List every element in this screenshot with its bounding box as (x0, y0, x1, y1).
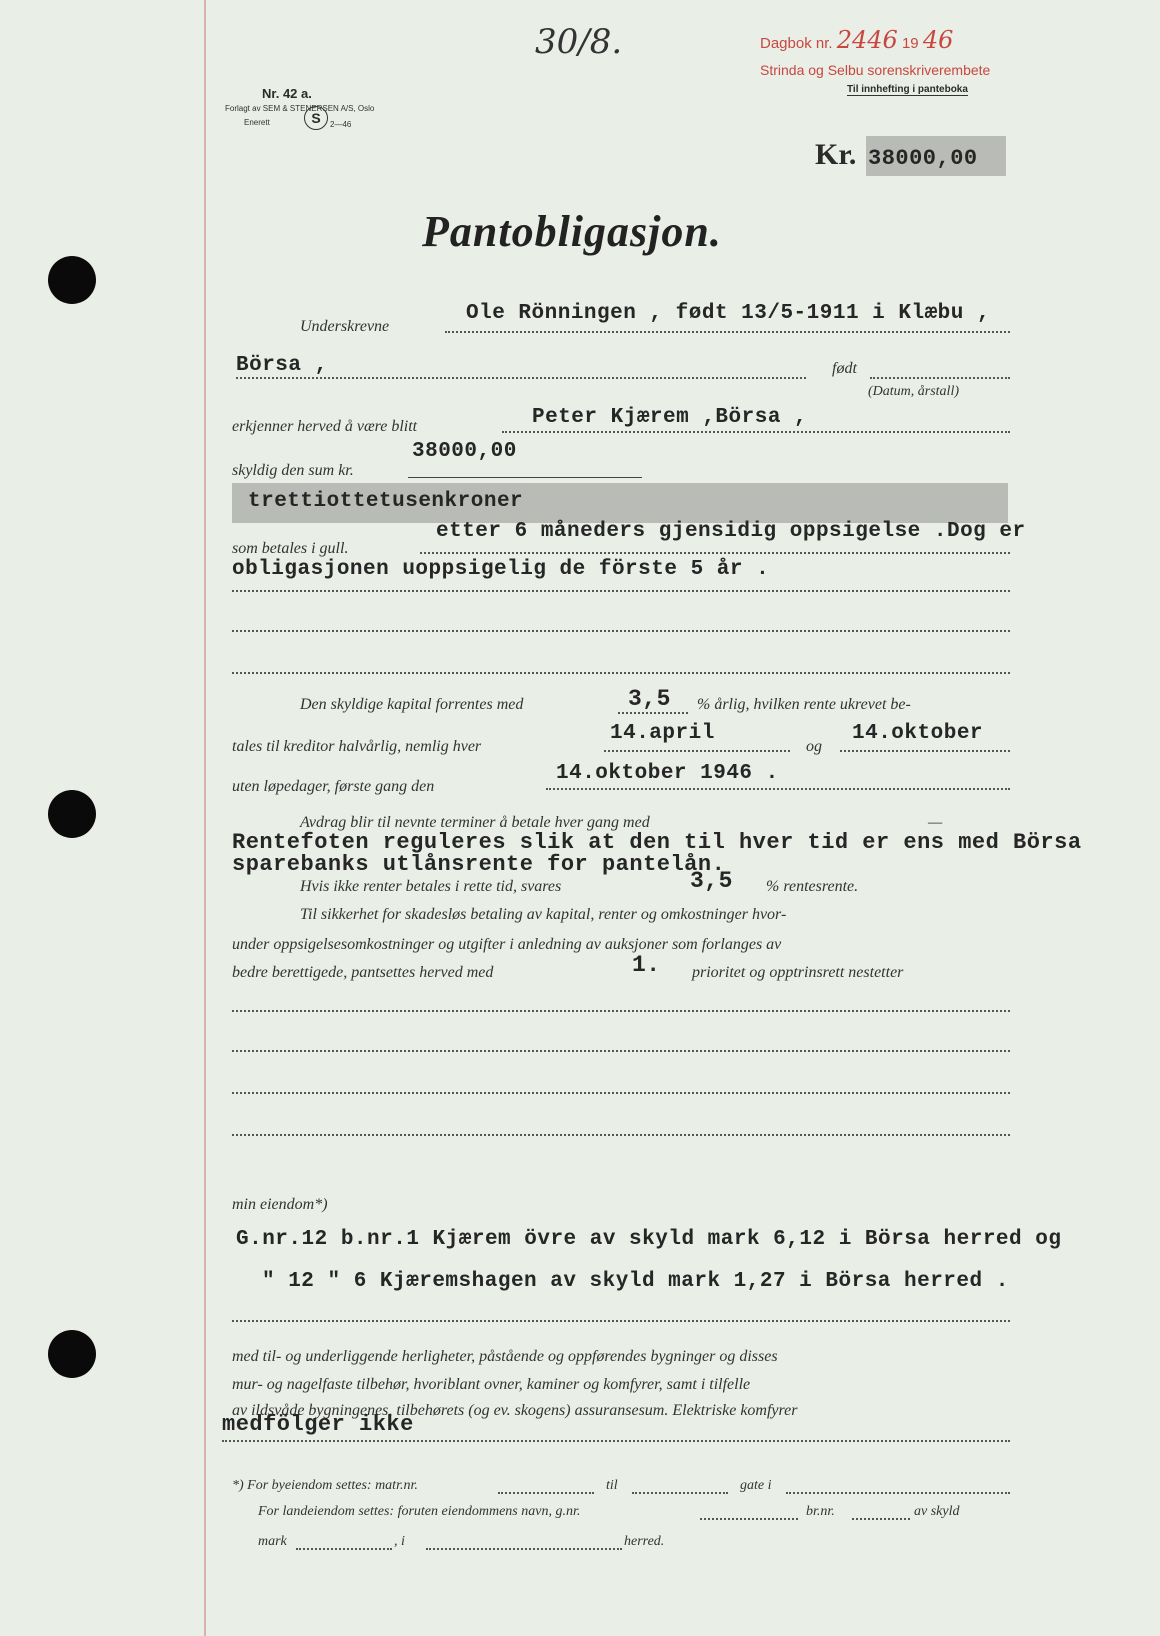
born-label: født (832, 360, 857, 377)
security-line-3b: prioritet og opptrinsrett nestetter (692, 964, 904, 981)
creditor-line (502, 431, 1010, 433)
publisher-enerett: Enerett (244, 118, 270, 127)
pay-label: som betales i gull. (232, 540, 349, 557)
instalment-dash: — (928, 814, 943, 831)
security-line-7 (232, 1134, 1010, 1136)
owe-value: 38000,00 (412, 440, 517, 463)
publisher-line: Forlagt av SEM & STENERSEN A/S, Oslo (225, 104, 375, 113)
footnote-til-line (632, 1492, 728, 1494)
pay-line-3 (232, 630, 1010, 632)
footnote-mark-line (296, 1548, 392, 1550)
instalment-text: Avdrag blir til nevnte terminer å betale hver gang med (300, 814, 650, 831)
pay-line-2 (232, 590, 1010, 592)
interest-text-3a: uten løpedager, første gang den (232, 778, 435, 795)
handwritten-date: 30/8. (535, 22, 623, 62)
rights-line-3: av ildsvåde bygningenes, tilbehørets (og ev. skogens) assuransesum. Elektriske komfyrer (232, 1402, 798, 1419)
document-title: Pantobligasjon. (422, 207, 722, 256)
footnote-line-3a: mark (258, 1534, 287, 1549)
rent-adjust-1: Rentefoten reguleres slik at den til hver tid er ens med Börsa (232, 830, 1082, 855)
security-line-5 (232, 1050, 1010, 1052)
date1-line (604, 750, 790, 752)
footnote-matr-line (498, 1492, 594, 1494)
date2-line (840, 750, 1010, 752)
interest-first-date: 14.oktober 1946 . (556, 762, 779, 785)
late-rate: 3,5 (690, 868, 733, 894)
footnote-herred-line (426, 1548, 622, 1550)
stamp-year-prefix: 19 (901, 35, 919, 52)
security-line-4 (232, 1010, 1010, 1012)
footnote-brnr-line (852, 1518, 910, 1520)
footnote-line-2a: For landeiendom settes: foruten eiendommens navn, g.nr. (258, 1504, 581, 1519)
footnote-line-2b: br.nr. (806, 1504, 835, 1519)
footnote-gnr-line (700, 1518, 798, 1520)
born-line (870, 377, 1010, 379)
interest-text-1b: % årlig, hvilken rente ukrevet be- (697, 696, 911, 713)
punch-hole-middle (48, 790, 96, 838)
registry-stamp-line3: Til innhefting i panteboka (847, 84, 968, 95)
security-line-6 (232, 1092, 1010, 1094)
interest-date-2: 14.oktober (852, 722, 984, 745)
rights-note: medfölger ikke (222, 1412, 414, 1437)
security-line-1: Til sikkerhet for skadesløs betaling av kapital, renter og omkostninger hvor- (300, 906, 787, 923)
creditor-value: Peter Kjærem ,Börsa , (532, 406, 808, 429)
security-line-2: under oppsigelsesomkostninger og utgifter i anledning av auksjoner som forlanges av (232, 936, 782, 953)
first-date-line (546, 788, 1010, 790)
stamp-number: 2446 (836, 26, 898, 54)
property-line-1: G.nr.12 b.nr.1 Kjærem övre av skyld mark 6,12 i Börsa herred og (236, 1228, 1062, 1251)
publisher-logo: S (304, 106, 328, 130)
amount-value: 38000,00 (868, 146, 978, 171)
footnote-line-1a: *) For byeiendom settes: matr.nr. (232, 1478, 418, 1493)
rights-line-1: med til- og underliggende herligheter, påstående og oppførendes bygninger og disses (232, 1348, 778, 1365)
punch-hole-top (48, 256, 96, 304)
undersigned-line (445, 331, 1010, 333)
publisher-code: 2—46 (330, 120, 352, 129)
pay-line-4 (232, 672, 1010, 674)
rights-note-line (222, 1440, 1010, 1442)
stamp-year: 46 (922, 26, 954, 54)
footnote-line-1b: til (606, 1478, 618, 1493)
interest-rate: 3,5 (628, 686, 671, 712)
rights-line-2: mur- og nagelfaste tilbehør, hvoriblant ovner, kaminer og komfyrer, samt i tilfelle (232, 1376, 751, 1393)
punch-hole-bottom (48, 1330, 96, 1378)
residence-line (236, 377, 806, 379)
interest-text-1a: Den skyldige kapital forrentes med (300, 696, 524, 713)
born-hint: (Datum, årstall) (868, 384, 959, 399)
rent-adjust-2: sparebanks utlånsrente for pantelån. (232, 852, 726, 877)
interest-rate-line (618, 712, 688, 714)
footnote-line-3b: , i (394, 1534, 405, 1549)
security-line-3a: bedre berettigede, pantsettes herved med (232, 964, 494, 981)
property-blank-line (232, 1320, 1010, 1322)
property-line-2: " 12 " 6 Kjæremshagen av skyld mark 1,27 i Börsa herred . (262, 1270, 1009, 1293)
owe-underline (408, 477, 642, 478)
form-number: Nr. 42 a. (262, 86, 312, 101)
undersigned-value: Ole Rönningen , født 13/5-1911 i Klæbu , (466, 302, 991, 325)
amount-words: trettiottetusenkroner (248, 490, 524, 513)
property-label: min eiendom*) (232, 1196, 328, 1213)
undersigned-label: Underskrevne (300, 318, 390, 335)
late-text-a: Hvis ikke renter betales i rette tid, svares (300, 878, 562, 895)
owe-label: skyldig den sum kr. (232, 462, 354, 479)
interest-text-2a: tales til kreditor halvårlig, nemlig hver (232, 738, 482, 755)
registry-stamp-line1 (760, 26, 953, 54)
security-priority: 1. (632, 952, 661, 978)
late-text-b: % rentesrente. (766, 878, 859, 895)
footnote-line-2c: av skyld (914, 1504, 960, 1519)
pay-value-2: obligasjonen uoppsigelig de förste 5 år . (232, 558, 770, 581)
acknowledge-label: erkjenner herved å være blitt (232, 418, 418, 435)
registry-stamp-line2: Strinda og Selbu sorenskriverembete (760, 62, 991, 78)
footnote-line-1c: gate i (740, 1478, 772, 1493)
pay-line-1 (420, 552, 1010, 554)
pay-value-1: etter 6 måneders gjensidig oppsigelse .Dog er (436, 520, 1026, 543)
amount-label: Kr. (815, 138, 857, 171)
interest-text-2b: og (806, 738, 822, 755)
footnote-line-3c: herred. (624, 1534, 665, 1549)
interest-date-1: 14.april (610, 722, 715, 745)
margin-rule (204, 0, 206, 1636)
stamp-prefix: Dagbok nr. (760, 35, 833, 52)
footnote-gate-line (786, 1492, 1010, 1494)
residence-value: Börsa , (236, 354, 328, 377)
